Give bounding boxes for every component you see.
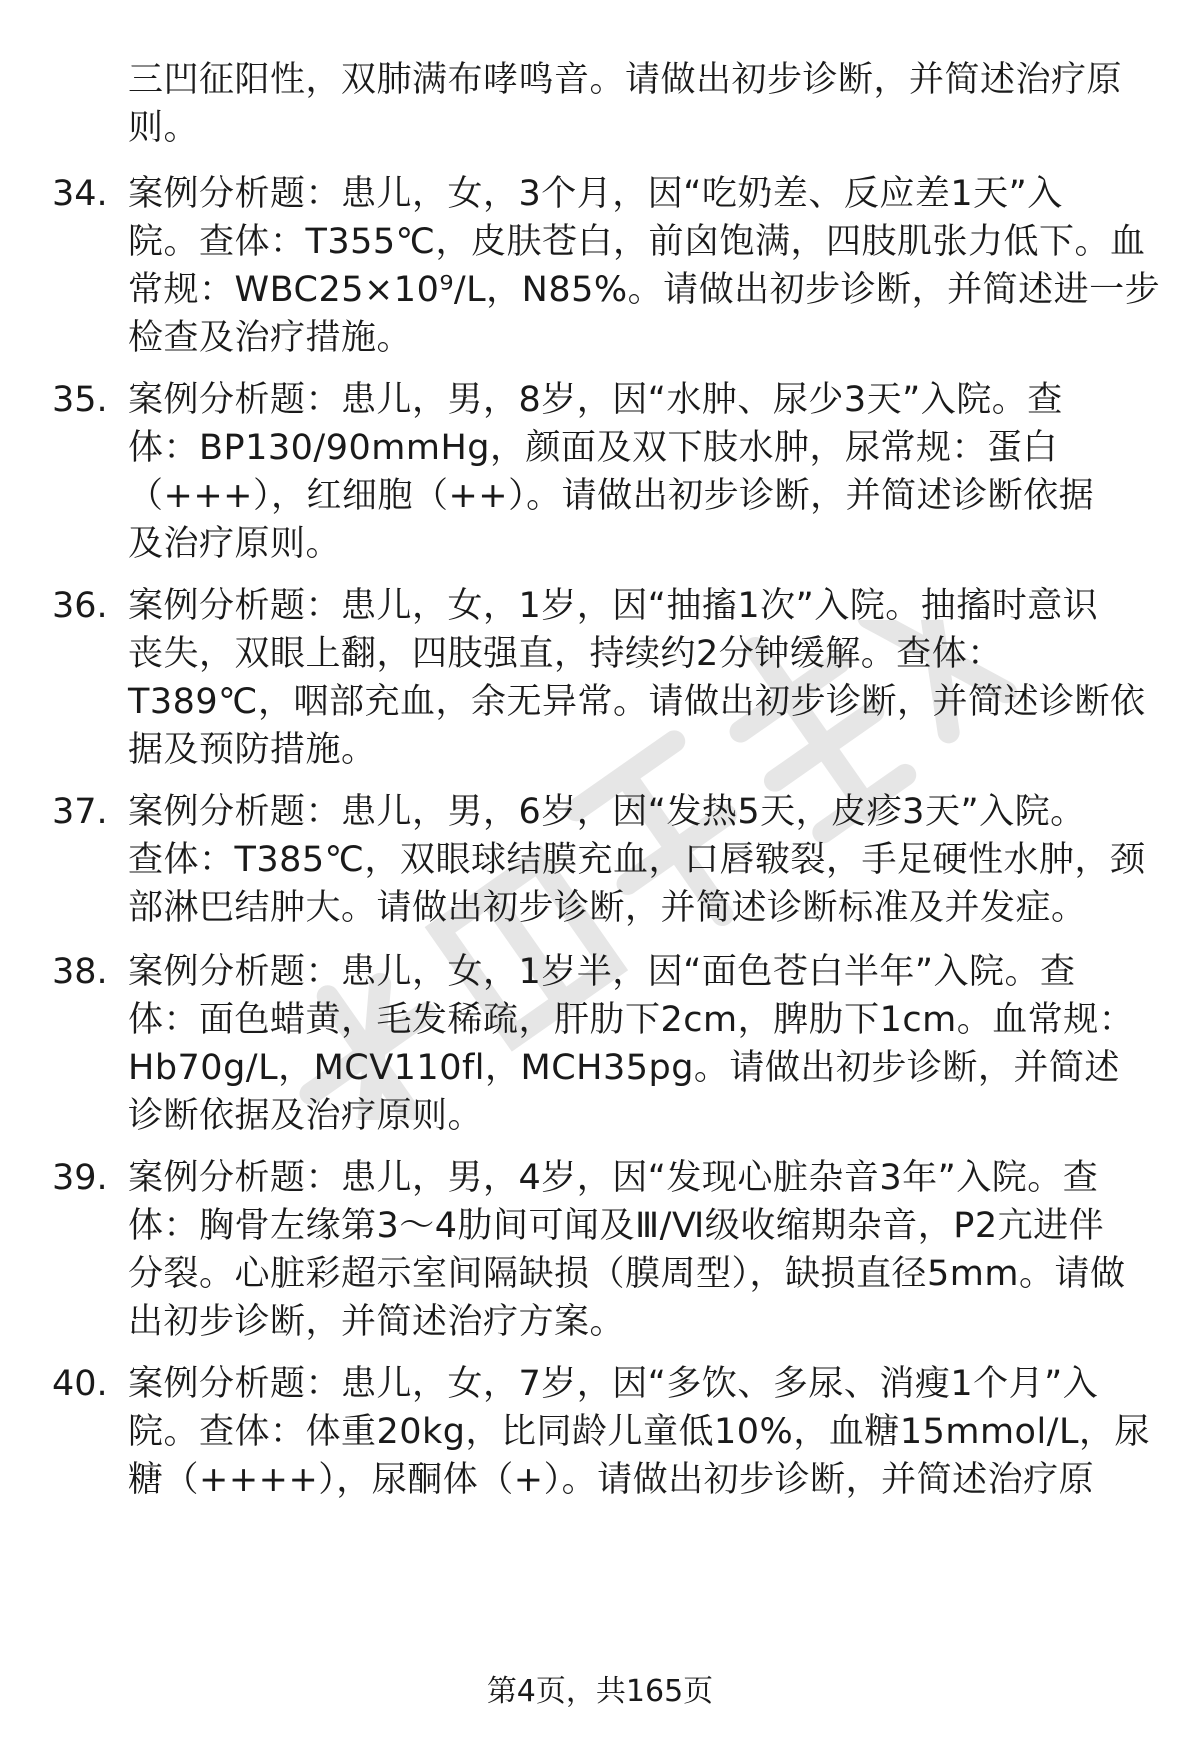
question-line: 据及预防措施。	[128, 730, 377, 770]
question-text	[128, 1154, 1168, 1346]
question-line: 案例分析题：患儿，女，1岁半，因“面色苍白半年”入院。查	[128, 952, 1076, 992]
question-line: 院。查体：T355℃，皮肤苍白，前囟饱满，四肢肌张力低下。血	[128, 222, 1146, 262]
question-text	[128, 788, 1168, 932]
page-footer: 第4页，共165页	[486, 1674, 714, 1709]
question-number: 38.	[52, 952, 108, 992]
question-line: 案例分析题：患儿，男，4岁，因“发现心脏杂音3年”入院。查	[128, 1158, 1099, 1198]
question-line: 及治疗原则。	[128, 524, 342, 564]
question-text	[128, 170, 1168, 362]
question-line: 案例分析题：患儿，女，1岁，因“抽搐1次”入院。抽搐时意识	[128, 586, 1099, 626]
question-line: Hb70g/L，MCV110fl，MCH35pg。请做出初步诊断，并简述	[128, 1048, 1120, 1088]
question-line: 案例分析题：患儿，女，3个月，因“吃奶差、反应差1天”入	[128, 174, 1063, 214]
question-line: （+++），红细胞（++）。请做出初步诊断，并简述诊断依据	[128, 476, 1095, 516]
question-line: 案例分析题：患儿，男，6岁，因“发热5天，皮疹3天”入院。	[128, 792, 1086, 832]
question-line: 检查及治疗措施。	[128, 318, 413, 358]
continuation-line-1: 三凹征阳性，双肺满布哮鸣音。请做出初步诊断，并简述治疗原	[128, 60, 1123, 100]
question-line: 院。查体：体重20kg，比同龄儿童低10%，血糖15mmol/L，尿	[128, 1412, 1150, 1452]
question-line: 诊断依据及治疗原则。	[128, 1096, 484, 1136]
question-number: 40.	[52, 1364, 108, 1404]
question-line: 分裂。心脏彩超示室间隔缺损（膜周型），缺损直径5mm。请做	[128, 1254, 1126, 1294]
continuation-line-2: 则。	[128, 108, 200, 148]
question-line: 糖（++++），尿酮体（+）。请做出初步诊断，并简述治疗原	[128, 1460, 1095, 1500]
question-number: 35.	[52, 380, 108, 420]
question-line: 查体：T385℃，双眼球结膜充血，口唇皲裂，手足硬性水肿，颈	[128, 840, 1146, 880]
question-number: 36.	[52, 586, 108, 626]
question-text	[128, 1360, 1168, 1504]
question-line: 体：BP130/90mmHg，颜面及双下肢水肿，尿常规：蛋白	[128, 428, 1058, 468]
question-line: 部淋巴结肿大。请做出初步诊断，并简述诊断标准及并发症。	[128, 888, 1087, 928]
question-line: 案例分析题：患儿，女，7岁，因“多饮、多尿、消瘦1个月”入	[128, 1364, 1099, 1404]
question-line: 丧失，双眼上翻，四肢强直，持续约2分钟缓解。查体：	[128, 634, 1003, 674]
question-number: 34.	[52, 174, 108, 214]
question-line: T389℃，咽部充血，余无异常。请做出初步诊断，并简述诊断依	[128, 682, 1146, 722]
question-line: 常规：WBC25×10⁹/L，N85%。请做出初步诊断，并简述进一步	[128, 270, 1161, 310]
question-line: 体：胸骨左缘第3～4肋间可闻及Ⅲ/Ⅵ级收缩期杂音，P2亢进伴	[128, 1206, 1105, 1246]
question-line: 体：面色蜡黄，毛发稀疏，肝肋下2cm，脾肋下1cm。血常规：	[128, 1000, 1135, 1040]
question-text	[128, 582, 1168, 774]
question-number: 37.	[52, 792, 108, 832]
question-text	[128, 948, 1168, 1140]
question-line: 出初步诊断，并简述治疗方案。	[128, 1302, 626, 1342]
question-text	[128, 376, 1168, 568]
question-number: 39.	[52, 1158, 108, 1198]
question-line: 案例分析题：患儿，男，8岁，因“水肿、尿少3天”入院。查	[128, 380, 1063, 420]
